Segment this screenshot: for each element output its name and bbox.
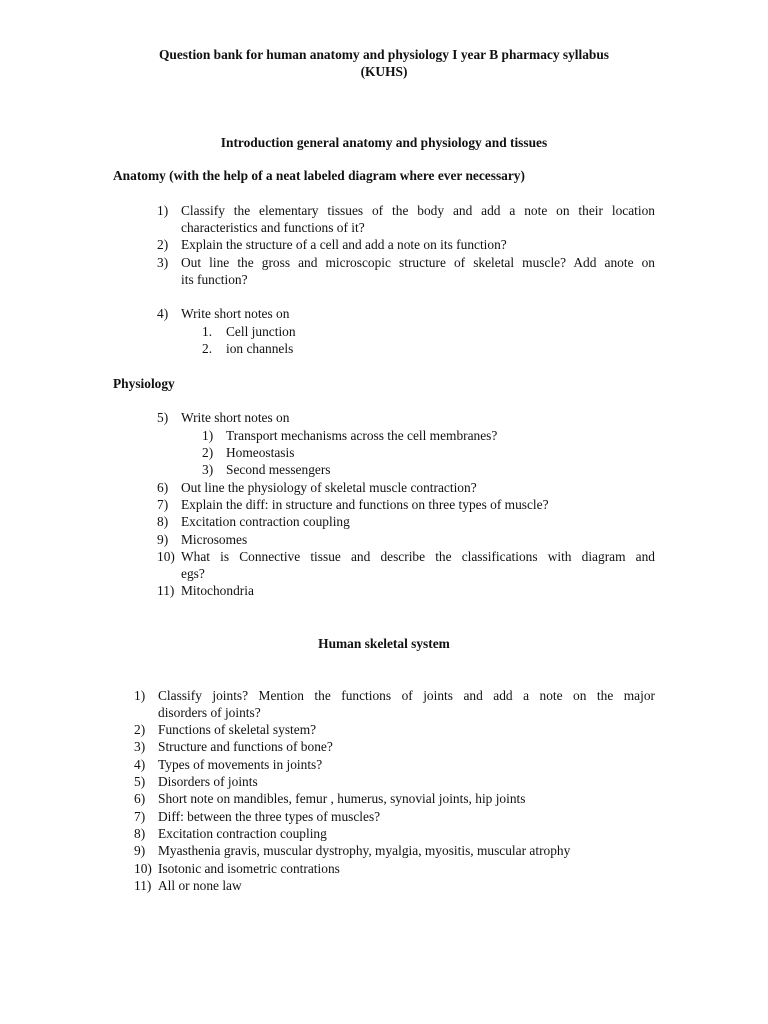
question-number: 9) xyxy=(134,843,146,858)
question-text: Explain the diff: in structure and functions on three types of muscle? xyxy=(181,497,549,512)
sub-item-number: 1) xyxy=(202,428,214,443)
question-number: 6) xyxy=(157,480,169,495)
question-number: 5) xyxy=(157,410,169,425)
sub-item-number: 2) xyxy=(202,445,214,460)
sub-item-text: Second messengers xyxy=(226,462,331,477)
sub-item-number: 2. xyxy=(202,341,213,356)
question-text: Short note on mandibles, femur , humerus, synovial joints, hip joints xyxy=(158,791,526,806)
sub-item-text: Transport mechanisms across the cell membranes? xyxy=(226,428,498,443)
question-number: 10) xyxy=(134,861,152,876)
question-text: Diff: between the three types of muscles? xyxy=(158,809,381,824)
question-text-continued: its function? xyxy=(181,272,248,287)
question-text-continued: egs? xyxy=(181,566,205,581)
question-text: Explain the structure of a cell and add a note on its function? xyxy=(181,237,507,252)
document-title-line-1: Question bank for human anatomy and physiology I year B pharmacy syllabus xyxy=(158,47,610,62)
question-number: 3) xyxy=(134,739,146,754)
question-number: 6) xyxy=(134,791,146,806)
sub-item-text: ion channels xyxy=(226,341,294,356)
question-number: 2) xyxy=(157,237,169,252)
question-number: 4) xyxy=(157,306,169,321)
question-text: What is Connective tissue and describe the classifications with diagram and xyxy=(181,549,655,564)
question-text: Functions of skeletal system? xyxy=(158,722,317,737)
question-text: Write short notes on xyxy=(181,410,290,425)
sub-item-text: Cell junction xyxy=(226,324,296,339)
question-number: 8) xyxy=(157,514,169,529)
question-text: Mitochondria xyxy=(181,583,254,598)
document-title-line-2: (KUHS) xyxy=(360,64,408,79)
question-number: 1) xyxy=(157,203,169,218)
question-text-continued: characteristics and functions of it? xyxy=(181,220,365,235)
question-text: Classify joints? Mention the functions of joints and add a note on the major xyxy=(158,688,655,703)
question-number: 4) xyxy=(134,757,146,772)
section-heading-skeletal: Human skeletal system xyxy=(318,636,450,651)
question-number: 3) xyxy=(157,255,169,270)
question-text: Out line the gross and microscopic structure of skeletal muscle? Add anote on xyxy=(181,255,655,270)
question-text-continued: disorders of joints? xyxy=(158,705,261,720)
question-number: 10) xyxy=(157,549,175,564)
sub-item-number: 3) xyxy=(202,462,214,477)
question-text: Types of movements in joints? xyxy=(158,757,323,772)
question-text: Classify the elementary tissues of the body and add a note on their location xyxy=(181,203,655,218)
physiology-heading: Physiology xyxy=(113,376,175,391)
anatomy-heading: Anatomy (with the help of a neat labeled diagram where ever necessary) xyxy=(113,168,525,183)
question-number: 8) xyxy=(134,826,146,841)
question-text: Excitation contraction coupling xyxy=(181,514,350,529)
question-text: Out line the physiology of skeletal muscle contraction? xyxy=(181,480,477,495)
question-number: 1) xyxy=(134,688,146,703)
question-text: All or none law xyxy=(158,878,242,893)
question-text: Myasthenia gravis, muscular dystrophy, myalgia, myositis, muscular atrophy xyxy=(158,843,571,858)
question-number: 9) xyxy=(157,532,169,547)
question-text: Isotonic and isometric contrations xyxy=(158,861,340,876)
question-text: Disorders of joints xyxy=(158,774,258,789)
question-text: Excitation contraction coupling xyxy=(158,826,327,841)
question-number: 5) xyxy=(134,774,146,789)
section-heading-introduction: Introduction general anatomy and physiology and tissues xyxy=(220,135,548,150)
sub-item-number: 1. xyxy=(202,324,213,339)
question-number: 7) xyxy=(134,809,146,824)
question-text: Microsomes xyxy=(181,532,248,547)
question-text: Structure and functions of bone? xyxy=(158,739,333,754)
question-number: 11) xyxy=(157,583,175,598)
question-text: Write short notes on xyxy=(181,306,290,321)
question-number: 7) xyxy=(157,497,169,512)
question-number: 2) xyxy=(134,722,146,737)
question-number: 11) xyxy=(134,878,152,893)
sub-item-text: Homeostasis xyxy=(226,445,295,460)
